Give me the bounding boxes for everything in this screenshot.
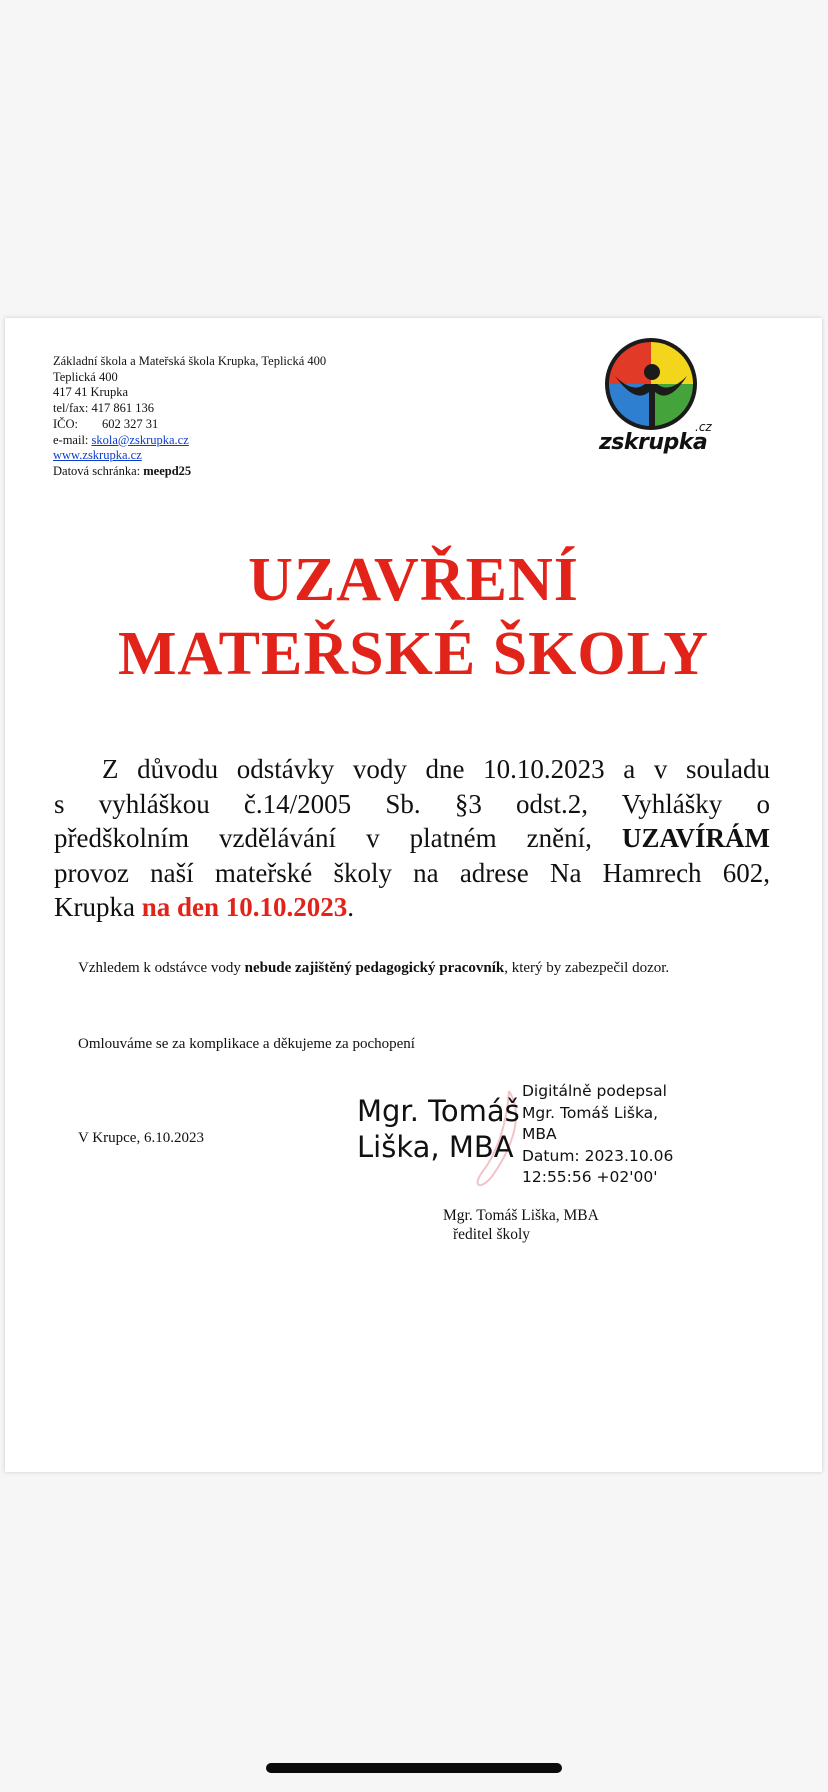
school-logo [595, 334, 731, 458]
signer-block [443, 1206, 599, 1244]
staff-note-a: Vzhledem k odstávce vody [78, 960, 245, 976]
logo-tld: .cz [695, 420, 712, 434]
signature-detail: Mgr. Tomáš Liška, [522, 1103, 659, 1122]
telfax-row [53, 401, 326, 417]
document-page [5, 318, 822, 1472]
city: 417 41 Krupka [53, 385, 128, 400]
school-name: Základní škola a Mateřská škola Krupka, Teplická 400 [53, 354, 327, 368]
databox-label: Datová schránka: [53, 463, 141, 478]
web-row [53, 448, 326, 464]
staff-note-b: nebude zajištěný pedagogický pracovník [244, 960, 505, 976]
digital-signature-details [522, 1081, 673, 1189]
digital-signature-name [357, 1093, 520, 1165]
signer-role: ředitel školy [453, 1226, 531, 1243]
announcement-body [54, 752, 770, 925]
databox-row [53, 464, 326, 480]
email-row [53, 433, 326, 449]
title-line-2: MATEŘSKÉ ŠKOLY [117, 620, 710, 688]
staff-note [78, 960, 669, 977]
body-line-5 [54, 890, 770, 925]
street: Teplická 400 [53, 369, 118, 384]
staff-note-c: , který by zabezpečil dozor. [504, 960, 670, 976]
closure-date: na den 10.10.2023 [141, 892, 348, 922]
telfax-label: tel/fax: [53, 401, 89, 416]
body-line-5-end: . [347, 892, 355, 922]
web-link[interactable]: www.zskrupka.cz [53, 448, 142, 463]
signature-name-line-2: Liška, MBA [357, 1130, 514, 1164]
signature-name-line-1: Mgr. Tomáš [357, 1094, 520, 1128]
signer-name: Mgr. Tomáš Liška, MBA [443, 1207, 599, 1224]
signature-detail: MBA [522, 1125, 557, 1143]
title-line-1: UZAVŘENÍ [248, 546, 579, 614]
ico-value: 602 327 31 [102, 416, 159, 431]
body-line-2: s vyhláškou č.14/2005 Sb. §3 odst.2, Vyhlášky o [54, 788, 770, 819]
databox-value: meepd25 [143, 463, 192, 478]
logo-text: zskrupka [599, 430, 708, 455]
ico-row [53, 417, 326, 433]
body-line-3 [54, 821, 770, 856]
signature-detail: Digitálně podepsal [522, 1082, 667, 1100]
telfax-value: 417 861 136 [91, 401, 155, 416]
body-line-3-text: předškolním vzdělávání v platném znění, [54, 823, 622, 853]
body-line-4: provoz naší mateřské školy na adrese Na Hamrech 602, [54, 857, 770, 888]
email-label: e-mail: [53, 432, 89, 447]
body-line-1: Z důvodu odstávky vody dne 10.10.2023 a v souladu [102, 754, 770, 784]
ico-label: IČO: [53, 416, 78, 431]
place-date: V Krupce, 6.10.2023 [78, 1130, 204, 1146]
apology-note: Omlouváme se za komplikace a děkujeme za pochopení [78, 1036, 415, 1052]
closure-keyword: UZAVÍRÁM [621, 823, 770, 853]
home-indicator[interactable] [266, 1763, 562, 1773]
email-link[interactable]: skola@zskrupka.cz [91, 432, 189, 447]
signature-detail: Datum: 2023.10.06 [522, 1146, 674, 1165]
letterhead [53, 354, 326, 480]
signature-detail: 12:55:56 +02'00' [522, 1168, 658, 1186]
body-line-5-text: Krupka [54, 892, 142, 922]
